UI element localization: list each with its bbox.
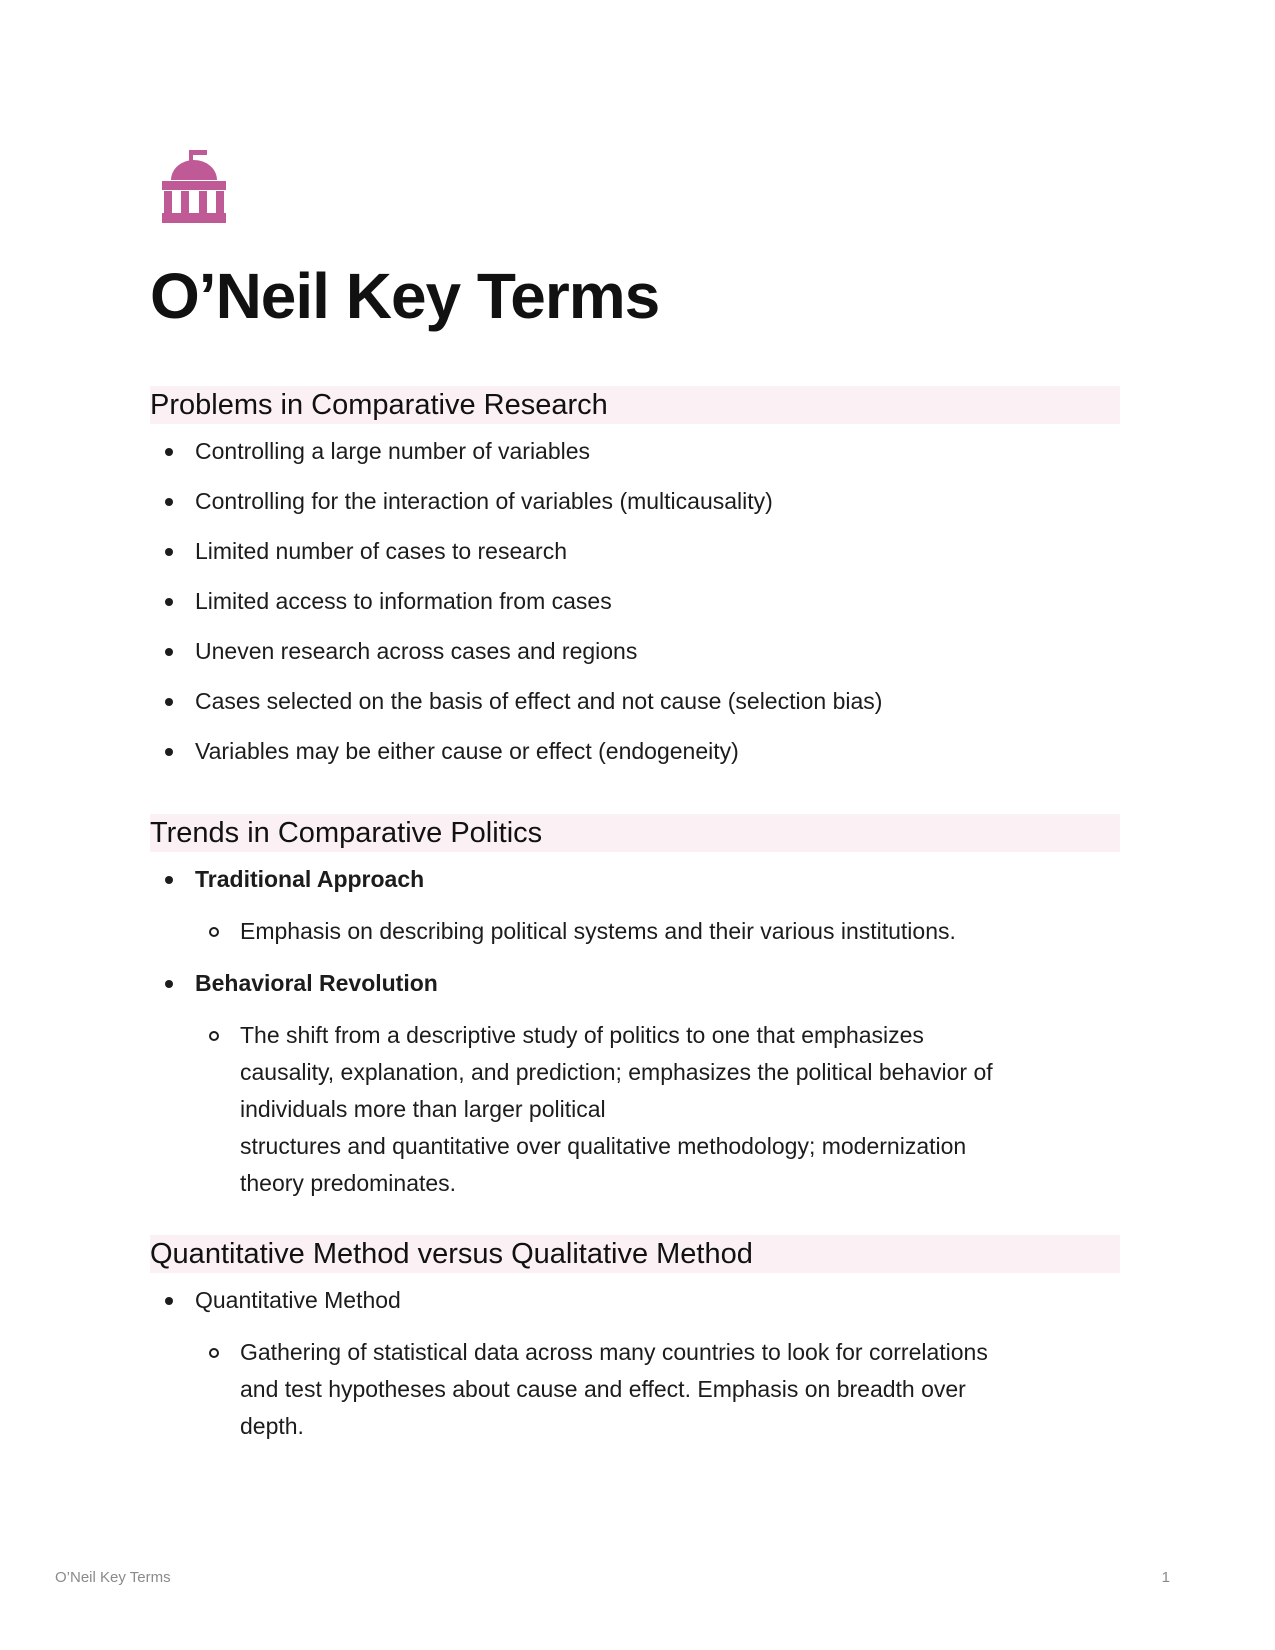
institution-icon xyxy=(158,150,230,226)
list-item xyxy=(150,965,1120,1202)
list-item xyxy=(150,861,1120,950)
list-item xyxy=(150,1282,1120,1445)
bullet-list xyxy=(150,1282,1120,1445)
bullet-list xyxy=(150,861,1120,1202)
sub-list-item: Emphasis on describing political systems and their various institutions. xyxy=(150,913,1120,950)
sub-list-item xyxy=(150,1017,1120,1202)
text-line: and test hypotheses about cause and effect. Emphasis on breadth over xyxy=(240,1376,966,1402)
text-line: structures and quantitative over qualitative methodology; modernization xyxy=(240,1133,967,1159)
section-heading: Problems in Comparative Research xyxy=(150,386,1120,424)
list-item: Variables may be either cause or effect (endogeneity) xyxy=(150,733,1120,770)
list-item: Limited number of cases to research xyxy=(150,533,1120,570)
section-trends xyxy=(150,814,1120,1202)
text-line: causality, explanation, and prediction; emphasizes the political behavior of xyxy=(240,1059,993,1085)
section-problems xyxy=(150,386,1120,770)
section-methods xyxy=(150,1235,1120,1445)
text-line: theory predominates. xyxy=(240,1170,457,1196)
term-label: Traditional Approach xyxy=(150,861,1120,898)
page-title: O’Neil Key Terms xyxy=(150,260,660,332)
section-heading: Quantitative Method versus Qualitative Method xyxy=(150,1235,1120,1273)
page-number: 1 xyxy=(1161,1569,1170,1586)
text-line: Gathering of statistical data across many countries to look for correlations xyxy=(240,1339,988,1365)
sub-list xyxy=(150,1017,1120,1202)
list-item: Cases selected on the basis of effect and not cause (selection bias) xyxy=(150,683,1120,720)
text-line: depth. xyxy=(240,1413,304,1439)
section-heading: Trends in Comparative Politics xyxy=(150,814,1120,852)
sub-list xyxy=(150,913,1120,950)
text-line: individuals more than larger political xyxy=(240,1096,606,1122)
bullet-list xyxy=(150,433,1120,770)
sub-list-item xyxy=(150,1334,1120,1445)
list-item: Controlling a large number of variables xyxy=(150,433,1120,470)
list-item: Controlling for the interaction of variables (multicausality) xyxy=(150,483,1120,520)
term-label: Behavioral Revolution xyxy=(150,965,1120,1002)
list-item: Limited access to information from cases xyxy=(150,583,1120,620)
footer-title: O’Neil Key Terms xyxy=(55,1569,171,1586)
text-line: The shift from a descriptive study of politics to one that emphasizes xyxy=(240,1022,924,1048)
sub-list xyxy=(150,1334,1120,1445)
term-label: Quantitative Method xyxy=(150,1282,1120,1319)
list-item: Uneven research across cases and regions xyxy=(150,633,1120,670)
